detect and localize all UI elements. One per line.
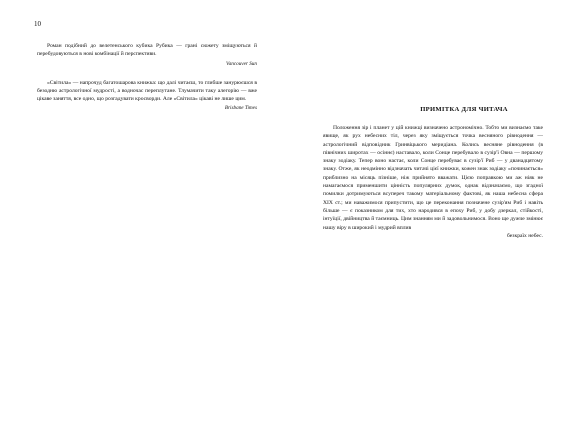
note-closing: безкраїх небес. — [506, 232, 543, 239]
page-number: 10 — [34, 20, 41, 28]
right-page — [290, 0, 580, 435]
quote-text: «Світила» — напрочуд багатошарова книжка: що далі читаєш, то глибше занурюєшся в безодню астрологічної мудрості, а водночас переплутане. Тлумачити таку алегорію — вже цікаве заняття, все одно, що розгадувати кросворди. Але «Світила» цікаві не лише цим. — [37, 79, 257, 103]
quote-text: Роман подібний до велетенського кубика Рубика — грані сюжету зміщуються й перебудовуються в нові комбінації й перспективи. — [37, 43, 257, 58]
spacer — [37, 68, 257, 79]
section-heading: ПРИМІТКА ДЛЯ ЧИТАЧА — [420, 106, 508, 113]
reader-note — [323, 124, 543, 240]
quote-source: Vancouver Sun — [226, 60, 257, 67]
praise-quotes — [37, 42, 257, 112]
note-paragraph: Положення зір і планет у цій книжці визначено астрономічно. Тобто ми визнаємо таке явище, як рух небесних тіл, через яку зміщується точка весняного рівнодення — астрологічний відповідник Гринвіцького меридіана. Колись весняне рівнодення (в північних широтах — осіннє) наставало, коли Сонце перебувало в сузір'ї Овна — першому знаку зодіаку. Тепер воно настає, коли Сонце перебуває в сузір'ї Риб — у дванадцятому знаку. Отже, як неодмінно відзначать читачі цієї книжки, кожен знак зодіаку «починається» приблизно на місяць пізніше, ніж прийнято вважати. Цією поправкою ми аж ніяк не намагаємося применшити цінність популярних думок, однак відзначаємо, що згадної помилки дотримуються всупереч такому матеріальному фактові, як наша небесна сфера XIX ст.; ми наважимося припустити, що це переконання позначене сузір'ям Риб і навіть більше — є показником для тих, хто народився в епоху Риб, у добу дзеркал, стійкості, інтуїції, двійництва й таємниць. Цим знанням ми й задовольнимося. Воно ще дужче змінює нашу віру в широкий і мудрий вплив — [323, 125, 543, 231]
quote-source: Brisbane Times — [224, 105, 257, 112]
